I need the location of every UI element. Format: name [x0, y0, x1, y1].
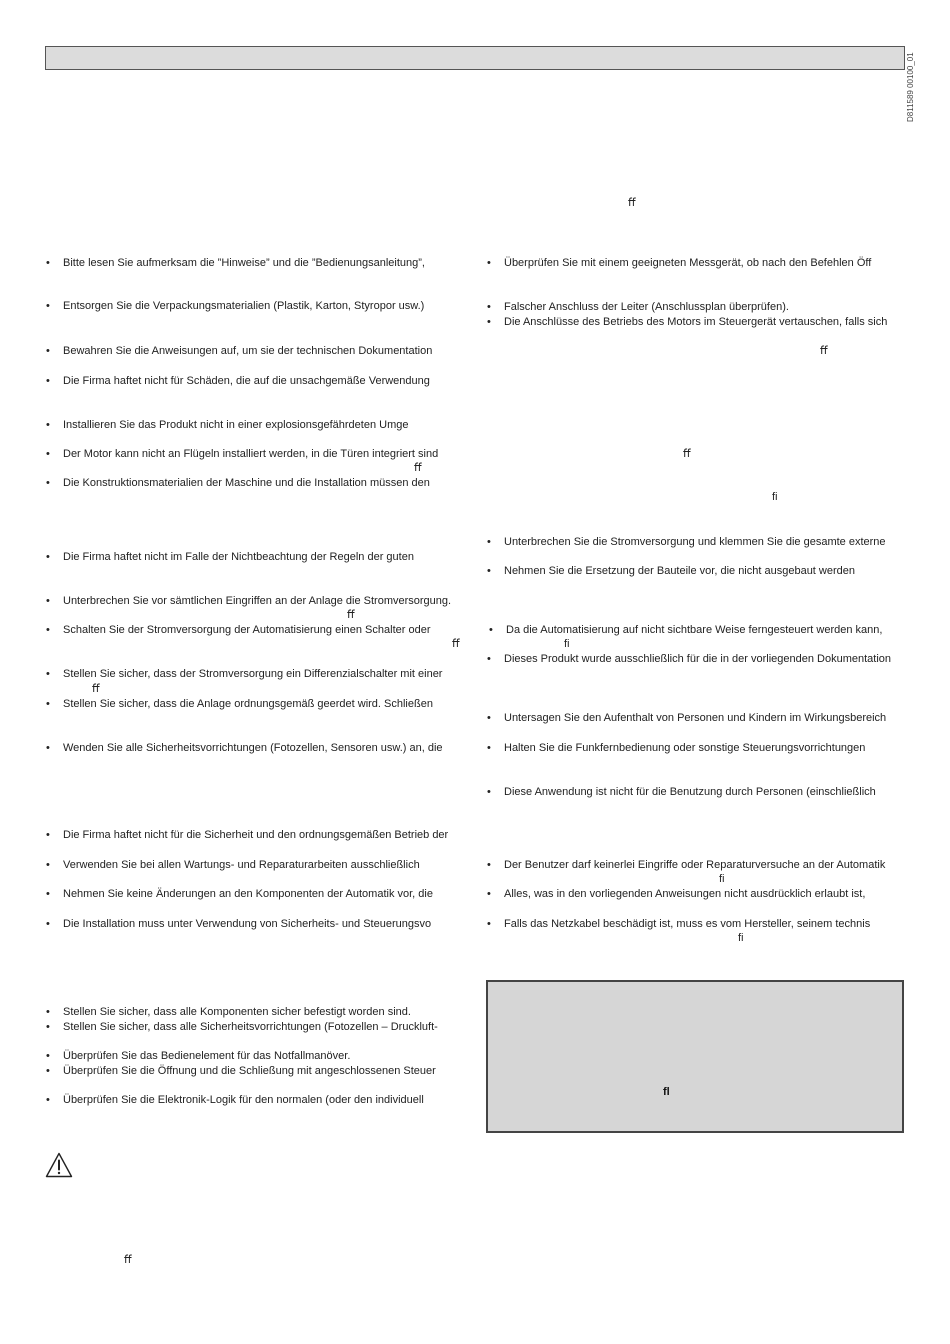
- list-item: • Stellen Sie sicher, dass alle Sicherheitsvorrichtungen (Fotozellen – Druckluft-: [46, 1021, 438, 1033]
- list-item: • Der Motor kann nicht an Flügeln installiert werden, in die Türen integriert sind: [46, 448, 439, 460]
- notice-box: [486, 980, 904, 1133]
- list-item: • Da die Automatisierung auf nicht sichtbare Weise ferngesteuert werden kann,: [489, 624, 883, 636]
- ligature-glyph: ﬀ: [628, 197, 636, 209]
- list-item: • Verwenden Sie bei allen Wartungs- und Reparaturarbeiten ausschließlich: [46, 859, 420, 871]
- ligature-glyph: ﬀ: [820, 345, 828, 357]
- list-item: • Unterbrechen Sie vor sämtlichen Eingriffen an der Anlage die Stromversorgung.: [46, 595, 452, 607]
- list-item: • Schalten Sie der Stromversorgung der Automatisierung einen Schalter oder: [46, 624, 431, 636]
- list-item: • Die Anschlüsse des Betriebs des Motors im Steuergerät vertauschen, falls sich: [487, 316, 888, 328]
- list-item: • Untersagen Sie den Aufenthalt von Personen und Kindern im Wirkungsbereich: [487, 712, 887, 724]
- list-item: • Nehmen Sie keine Änderungen an den Komponenten der Automatik vor, die: [46, 888, 433, 900]
- document-code: D811589 00100_01: [906, 52, 915, 122]
- list-item: • Nehmen Sie die Ersetzung der Bauteile vor, die nicht ausgebaut werden: [487, 565, 855, 577]
- list-item: • Stellen Sie sicher, dass die Anlage ordnungsgemäß geerdet wird. Schließen: [46, 698, 433, 710]
- list-item: • Überprüfen Sie das Bedienelement für das Notfallmanöver.: [46, 1050, 351, 1062]
- list-item: • Stellen Sie sicher, dass alle Komponenten sicher befestigt worden sind.: [46, 1006, 411, 1018]
- ligature-glyph: ﬂ: [663, 1086, 670, 1098]
- warning-icon: [45, 1152, 73, 1178]
- list-item: • Die Firma haftet nicht für Schäden, die auf die unsachgemäße Verwendung: [46, 375, 430, 387]
- ligature-glyph: ﬀ: [124, 1254, 132, 1266]
- ligature-glyph: ﬁ: [719, 873, 725, 885]
- list-item: • Überprüfen Sie mit einem geeigneten Messgerät, ob nach den Befehlen Öff: [487, 257, 872, 269]
- list-item: • Halten Sie die Funkfernbedienung oder sonstige Steuerungsvorrichtungen: [487, 742, 866, 754]
- list-item: • Bitte lesen Sie aufmerksam die ”Hinweise” und die ”Bedienungsanleitung”,: [46, 257, 425, 269]
- ligature-glyph: ﬁ: [564, 638, 570, 650]
- ligature-glyph: ﬁ: [738, 932, 744, 944]
- list-item: • Unterbrechen Sie die Stromversorgung und klemmen Sie die gesamte externe: [487, 536, 886, 548]
- list-item: • Installieren Sie das Produkt nicht in einer explosionsgefährdeten Umge: [46, 419, 409, 431]
- list-item: • Diese Anwendung ist nicht für die Benutzung durch Personen (einschließlich: [487, 786, 876, 798]
- list-item: • Wenden Sie alle Sicherheitsvorrichtungen (Fotozellen, Sensoren usw.) an, die: [46, 742, 443, 754]
- list-item: • Die Konstruktionsmaterialien der Maschine und die Installation müssen den: [46, 477, 430, 489]
- list-item: • Der Benutzer darf keinerlei Eingriffe oder Reparaturversuche an der Automatik: [487, 859, 886, 871]
- ligature-glyph: ﬀ: [347, 609, 355, 621]
- list-item: • Alles, was in den vorliegenden Anweisungen nicht ausdrücklich erlaubt ist,: [487, 888, 866, 900]
- list-item: • Die Firma haftet nicht für die Sicherheit und den ordnungsgemäßen Betrieb der: [46, 829, 449, 841]
- list-item: • Bewahren Sie die Anweisungen auf, um sie der technischen Dokumentation: [46, 345, 433, 357]
- list-item: • Überprüfen Sie die Öffnung und die Schließung mit angeschlossenen Steuer: [46, 1065, 436, 1077]
- list-item: • Stellen Sie sicher, dass der Stromversorgung ein Differenzialschalter mit einer: [46, 668, 443, 680]
- ligature-glyph: ﬁ: [772, 491, 778, 503]
- list-item: • Dieses Produkt wurde ausschließlich für die in der vorliegenden Dokumentation: [487, 653, 892, 665]
- list-item: • Überprüfen Sie die Elektronik-Logik für den normalen (oder den individuell: [46, 1094, 424, 1106]
- list-item: • Die Installation muss unter Verwendung von Sicherheits- und Steuerungsvo: [46, 918, 432, 930]
- list-item: • Falls das Netzkabel beschädigt ist, muss es vom Hersteller, seinem technis: [487, 918, 871, 930]
- list-item: • Die Firma haftet nicht im Falle der Nichtbeachtung der Regeln der guten: [46, 551, 414, 563]
- list-item: • Entsorgen Sie die Verpackungsmaterialien (Plastik, Karton, Styropor usw.): [46, 300, 425, 312]
- section-header-bar: [45, 46, 905, 70]
- ligature-glyph: ﬀ: [414, 462, 422, 474]
- list-item: • Falscher Anschluss der Leiter (Anschlussplan überprüfen).: [487, 301, 789, 313]
- ligature-glyph: ﬀ: [92, 683, 100, 695]
- ligature-glyph: ﬀ: [683, 448, 691, 460]
- ligature-glyph: ﬀ: [452, 638, 460, 650]
